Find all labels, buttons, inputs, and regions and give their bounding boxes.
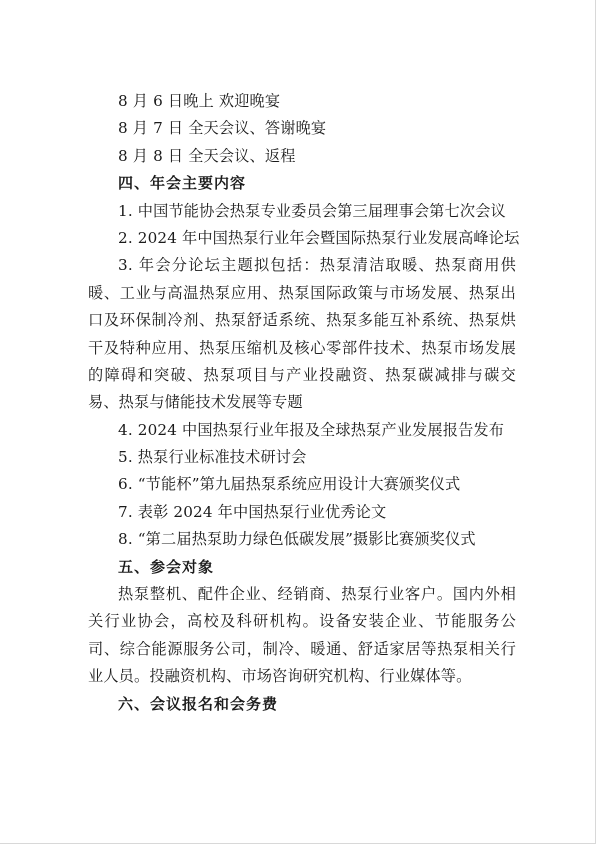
schedule-aug6: 8 月 6 日晚上 欢迎晚宴 xyxy=(118,92,281,110)
section4-item3-line: 暖、工业与高温热泵应用、热泵国际政策与市场发展、热泵出 xyxy=(88,283,516,302)
document-body xyxy=(88,88,520,718)
section4-item3-line: 干及特种应用、热泵压缩机及核心零部件技术、热泵市场发展 xyxy=(88,338,516,357)
section5-para-line: 关行业协会，高校及科研机构。设备安装企业、节能服务公 xyxy=(88,612,516,631)
schedule-aug8: 8 月 8 日 全天会议、返程 xyxy=(118,146,296,165)
section4-item4: 4. 2024 中国热泵行业年报及全球热泵产业发展报告发布 xyxy=(118,420,505,439)
section4-item3-line: 口及环保制冷剂、热泵舒适系统、热泵多能互补系统、热泵烘 xyxy=(88,311,516,330)
section4-item3-line: 的障碍和突破、热泵项目与产业投融资、热泵碳减排与碳交 xyxy=(88,365,516,384)
section4-item2: 2. 2024 年中国热泵行业年会暨国际热泵行业发展高峰论坛 xyxy=(118,228,520,247)
section4-item3 xyxy=(88,252,516,416)
section4-item5: 5. 热泵行业标准技术研讨会 xyxy=(118,448,307,467)
section4-item1: 1. 中国节能协会热泵专业委员会第三届理事会第七次会议 xyxy=(118,201,506,220)
section5-para-line: 热泵整机、配件企业、经销商、热泵行业客户。国内外相 xyxy=(118,585,516,604)
section4-item7: 7. 表彰 2024 年中国热泵行业优秀论文 xyxy=(118,502,387,521)
section6-heading: 六、会议报名和会务费 xyxy=(118,694,279,713)
section4-item6: 6. “节能杯”第九届热泵系统应用设计大赛颁奖仪式 xyxy=(118,475,461,494)
schedule-aug7: 8 月 7 日 全天会议、答谢晚宴 xyxy=(118,119,327,138)
section4-item3-line: 易、热泵与储能技术发展等专题 xyxy=(88,393,303,412)
section4-item8: 8. “第二届热泵助力绿色低碳发展”摄影比赛颁奖仪式 xyxy=(118,530,476,549)
section5-heading: 五、参会对象 xyxy=(118,557,215,576)
section4-heading: 四、年会主要内容 xyxy=(118,174,247,193)
section5-paragraph xyxy=(88,581,516,691)
section5-para-line: 业人员。投融资机构、市场咨询研究机构、行业媒体等。 xyxy=(88,667,472,686)
section4-item3-line: 3. 年会分论坛主题拟包括：热泵清洁取暖、热泵商用供 xyxy=(118,256,516,275)
section5-para-line: 司、综合能源服务公司，制冷、暖通、舒适家居等热泵相关行 xyxy=(88,639,516,658)
